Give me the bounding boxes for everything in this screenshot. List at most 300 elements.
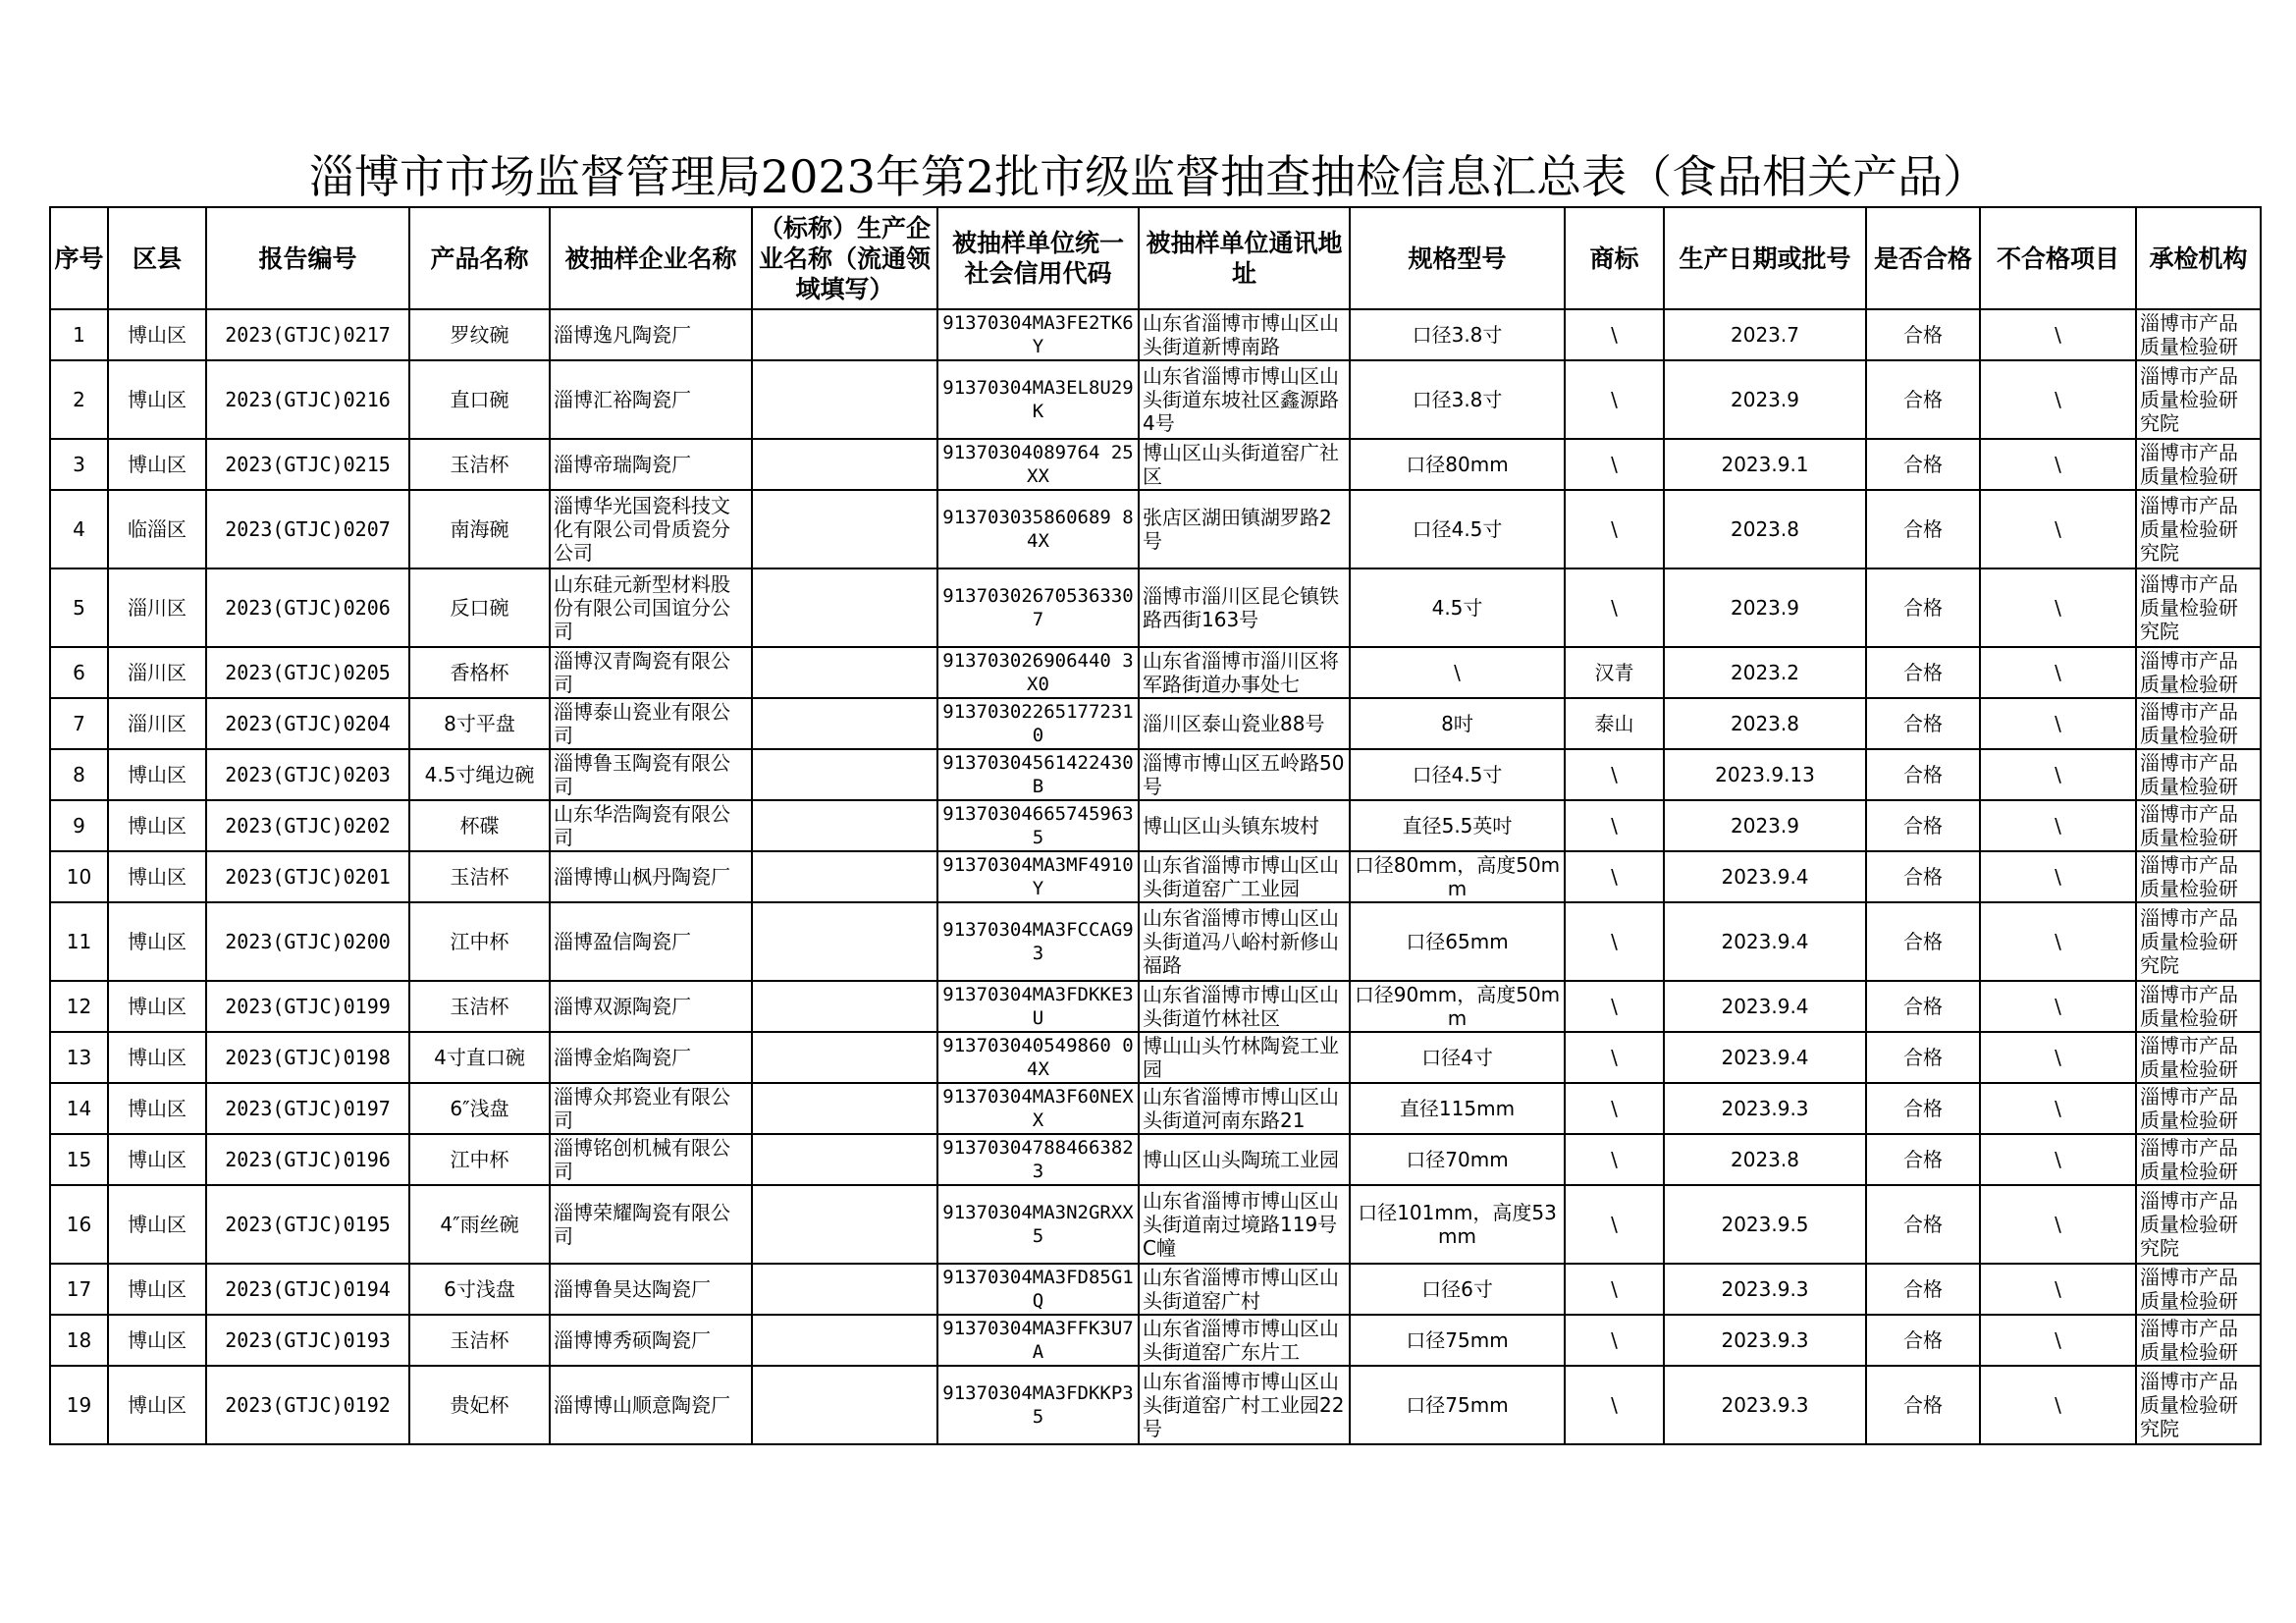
cell-credit-code-text: 91370304MA3EL8U29K xyxy=(942,377,1134,422)
cell-county: 博山区 xyxy=(108,1264,206,1315)
cell-sampled-enterprise xyxy=(550,851,752,902)
cell-spec xyxy=(1350,1185,1565,1264)
cell-trademark: \ xyxy=(1565,360,1664,439)
cell-credit-code-text: 91370304MA3FFK3U7A xyxy=(942,1318,1134,1363)
cell-seq: 14 xyxy=(50,1083,108,1134)
cell-sampled-enterprise xyxy=(550,1315,752,1366)
cell-spec xyxy=(1350,981,1565,1032)
cell-address-text: 山东省淄博市淄川区将军路街道办事处七 xyxy=(1143,649,1339,696)
cell-institution xyxy=(2136,981,2261,1032)
cell-product: 玉洁杯 xyxy=(409,981,550,1032)
cell-credit-code xyxy=(937,309,1139,360)
cell-institution-text: 淄博市产品质量检验研 xyxy=(2140,441,2238,488)
cell-credit-code-text: 91370304MA3N2GRXX5 xyxy=(942,1202,1134,1247)
cell-trademark: \ xyxy=(1565,902,1664,981)
cell-spec xyxy=(1350,1366,1565,1444)
cell-credit-code-text: 91370304MA3FDKKE3U xyxy=(942,984,1134,1029)
cell-address xyxy=(1139,902,1350,981)
cell-institution xyxy=(2136,1134,2261,1185)
cell-failed-items: \ xyxy=(1980,439,2136,490)
cell-spec-text: 口径90mm，高度50mm xyxy=(1354,983,1561,1030)
cell-failed-items: \ xyxy=(1980,309,2136,360)
cell-failed-items: \ xyxy=(1980,1185,2136,1264)
cell-institution-text: 淄博市产品质量检验研 xyxy=(2140,649,2238,696)
cell-batch: 2023.9.4 xyxy=(1664,902,1866,981)
cell-seq: 16 xyxy=(50,1185,108,1264)
cell-batch: 2023.9.3 xyxy=(1664,1264,1866,1315)
cell-batch: 2023.9.3 xyxy=(1664,1366,1866,1444)
cell-credit-code-text: 91370304MA3FE2TK6Y xyxy=(942,312,1134,357)
cell-spec-text: 口径75mm xyxy=(1406,1328,1509,1352)
cell-credit-code-text: 91370304MA3FDKKP35 xyxy=(942,1382,1134,1428)
cell-producer xyxy=(752,647,937,698)
cell-batch: 2023.9.5 xyxy=(1664,1185,1866,1264)
cell-institution xyxy=(2136,309,2261,360)
header-qualified: 是否合格 xyxy=(1866,207,1980,309)
cell-trademark: \ xyxy=(1565,490,1664,568)
cell-sampled-enterprise-text: 淄博帝瑞陶瓷厂 xyxy=(554,453,691,476)
cell-institution xyxy=(2136,698,2261,749)
cell-seq: 9 xyxy=(50,800,108,851)
cell-qualified: 合格 xyxy=(1866,1366,1980,1444)
cell-institution-text: 淄博市产品质量检验研 xyxy=(2140,1085,2238,1132)
cell-address xyxy=(1139,800,1350,851)
cell-spec xyxy=(1350,1032,1565,1083)
cell-product: 8寸平盘 xyxy=(409,698,550,749)
header-spec: 规格型号 xyxy=(1350,207,1565,309)
cell-failed-items: \ xyxy=(1980,1315,2136,1366)
cell-spec xyxy=(1350,568,1565,647)
cell-county: 博山区 xyxy=(108,309,206,360)
cell-report-no: 2023(GTJC)0205 xyxy=(206,647,409,698)
cell-qualified: 合格 xyxy=(1866,1032,1980,1083)
cell-report-no: 2023(GTJC)0207 xyxy=(206,490,409,568)
cell-credit-code-text: 913703026906440 3X0 xyxy=(942,650,1134,695)
cell-qualified: 合格 xyxy=(1866,568,1980,647)
cell-spec-text: 口径70mm xyxy=(1406,1148,1509,1171)
cell-spec-text: 8吋 xyxy=(1441,712,1473,735)
cell-product: 贵妃杯 xyxy=(409,1366,550,1444)
cell-address xyxy=(1139,647,1350,698)
header-institution: 承检机构 xyxy=(2136,207,2261,309)
cell-address-text: 博山区山头陶琉工业园 xyxy=(1143,1148,1339,1171)
cell-credit-code xyxy=(937,851,1139,902)
table-row xyxy=(50,309,2261,360)
cell-credit-code xyxy=(937,749,1139,800)
cell-sampled-enterprise xyxy=(550,1032,752,1083)
cell-seq: 5 xyxy=(50,568,108,647)
cell-producer xyxy=(752,1083,937,1134)
header-failed-items: 不合格项目 xyxy=(1980,207,2136,309)
cell-product: 江中杯 xyxy=(409,1134,550,1185)
cell-spec-text: \ xyxy=(1454,661,1461,684)
cell-institution-text: 淄博市产品质量检验研 xyxy=(2140,1034,2238,1081)
cell-spec xyxy=(1350,1315,1565,1366)
cell-product: 6寸浅盘 xyxy=(409,1264,550,1315)
cell-seq: 2 xyxy=(50,360,108,439)
cell-seq: 8 xyxy=(50,749,108,800)
inspection-table xyxy=(49,206,2262,1445)
cell-trademark: \ xyxy=(1565,1366,1664,1444)
cell-credit-code-text: 91370304089764 25XX xyxy=(942,442,1134,487)
cell-trademark: \ xyxy=(1565,1083,1664,1134)
cell-seq: 10 xyxy=(50,851,108,902)
cell-county: 博山区 xyxy=(108,981,206,1032)
cell-institution xyxy=(2136,360,2261,439)
table-row xyxy=(50,749,2261,800)
cell-batch: 2023.8 xyxy=(1664,698,1866,749)
cell-qualified: 合格 xyxy=(1866,1264,1980,1315)
cell-spec xyxy=(1350,902,1565,981)
cell-county: 博山区 xyxy=(108,749,206,800)
cell-county: 博山区 xyxy=(108,1134,206,1185)
cell-credit-code-text: 913703026705363307 xyxy=(942,585,1134,630)
cell-spec-text: 直径115mm xyxy=(1399,1097,1516,1120)
cell-county: 淄川区 xyxy=(108,647,206,698)
cell-address-text: 淄川区泰山瓷业88号 xyxy=(1143,712,1325,735)
cell-spec-text: 口径4寸 xyxy=(1421,1046,1493,1069)
cell-sampled-enterprise-text: 淄博汉青陶瓷有限公司 xyxy=(554,649,730,696)
cell-address-text: 山东省淄博市博山区山头街道窑广东片工 xyxy=(1143,1317,1339,1364)
cell-credit-code-text: 913703022651772310 xyxy=(942,701,1134,746)
cell-sampled-enterprise-text: 淄博博山顺意陶瓷厂 xyxy=(554,1393,730,1417)
cell-address-text: 山东省淄博市博山区山头街道窑广村 xyxy=(1143,1266,1339,1313)
cell-sampled-enterprise xyxy=(550,490,752,568)
cell-county: 淄川区 xyxy=(108,698,206,749)
cell-spec-text: 口径4.5寸 xyxy=(1412,517,1503,541)
cell-sampled-enterprise xyxy=(550,1264,752,1315)
cell-address-text: 淄博市淄川区昆仑镇铁路西街163号 xyxy=(1143,584,1339,631)
cell-spec xyxy=(1350,360,1565,439)
cell-institution-text: 淄博市产品质量检验研究院 xyxy=(2140,1370,2238,1440)
table-row xyxy=(50,1032,2261,1083)
cell-batch: 2023.7 xyxy=(1664,309,1866,360)
cell-producer xyxy=(752,1315,937,1366)
cell-batch: 2023.9 xyxy=(1664,568,1866,647)
cell-qualified: 合格 xyxy=(1866,360,1980,439)
cell-producer xyxy=(752,1264,937,1315)
cell-institution xyxy=(2136,851,2261,902)
cell-trademark: \ xyxy=(1565,800,1664,851)
table-row xyxy=(50,1083,2261,1134)
page-title: 淄博市市场监督管理局2023年第2批市级监督抽查抽检信息汇总表（食品相关产品） xyxy=(308,150,1989,203)
cell-seq: 7 xyxy=(50,698,108,749)
cell-batch: 2023.9 xyxy=(1664,360,1866,439)
header-producer: （标称）生产企业名称（流通领域填写） xyxy=(752,207,937,309)
cell-trademark: \ xyxy=(1565,568,1664,647)
table-row xyxy=(50,360,2261,439)
cell-credit-code-text: 91370304MA3FCCAG93 xyxy=(942,919,1134,964)
cell-product: 罗纹碗 xyxy=(409,309,550,360)
cell-address xyxy=(1139,360,1350,439)
cell-trademark: 汉青 xyxy=(1565,647,1664,698)
cell-qualified: 合格 xyxy=(1866,1134,1980,1185)
cell-credit-code-text: 913703046657459635 xyxy=(942,803,1134,848)
table-row xyxy=(50,1366,2261,1444)
cell-county: 临淄区 xyxy=(108,490,206,568)
cell-address xyxy=(1139,1134,1350,1185)
cell-qualified: 合格 xyxy=(1866,698,1980,749)
cell-producer xyxy=(752,749,937,800)
cell-credit-code xyxy=(937,360,1139,439)
cell-qualified: 合格 xyxy=(1866,1083,1980,1134)
cell-producer xyxy=(752,698,937,749)
cell-seq: 13 xyxy=(50,1032,108,1083)
cell-product: 玉洁杯 xyxy=(409,1315,550,1366)
cell-credit-code xyxy=(937,439,1139,490)
cell-qualified: 合格 xyxy=(1866,1185,1980,1264)
cell-report-no: 2023(GTJC)0194 xyxy=(206,1264,409,1315)
cell-producer xyxy=(752,1134,937,1185)
cell-county: 博山区 xyxy=(108,800,206,851)
cell-institution-text: 淄博市产品质量检验研究院 xyxy=(2140,906,2238,977)
cell-report-no: 2023(GTJC)0215 xyxy=(206,439,409,490)
cell-institution xyxy=(2136,1264,2261,1315)
cell-credit-code xyxy=(937,1264,1139,1315)
cell-failed-items: \ xyxy=(1980,490,2136,568)
cell-institution-text: 淄博市产品质量检验研 xyxy=(2140,311,2238,358)
header-seq: 序号 xyxy=(50,207,108,309)
cell-credit-code xyxy=(937,647,1139,698)
cell-batch: 2023.2 xyxy=(1664,647,1866,698)
cell-credit-code xyxy=(937,1083,1139,1134)
cell-address xyxy=(1139,1264,1350,1315)
cell-sampled-enterprise xyxy=(550,1185,752,1264)
cell-spec-text: 口径6寸 xyxy=(1421,1277,1493,1301)
cell-credit-code-text: 913703047884663823 xyxy=(942,1137,1134,1182)
header-trademark: 商标 xyxy=(1565,207,1664,309)
cell-qualified: 合格 xyxy=(1866,309,1980,360)
cell-address xyxy=(1139,1366,1350,1444)
cell-producer xyxy=(752,490,937,568)
cell-institution-text: 淄博市产品质量检验研 xyxy=(2140,1317,2238,1364)
table-row xyxy=(50,1315,2261,1366)
cell-county: 博山区 xyxy=(108,1315,206,1366)
cell-spec-text: 直径5.5英吋 xyxy=(1402,814,1513,838)
cell-spec-text: 口径3.8寸 xyxy=(1412,388,1503,411)
cell-product: 玉洁杯 xyxy=(409,439,550,490)
header-sampled-enterprise: 被抽样企业名称 xyxy=(550,207,752,309)
cell-batch: 2023.9.4 xyxy=(1664,981,1866,1032)
cell-seq: 11 xyxy=(50,902,108,981)
cell-address xyxy=(1139,749,1350,800)
cell-institution xyxy=(2136,902,2261,981)
cell-trademark: \ xyxy=(1565,309,1664,360)
cell-address xyxy=(1139,981,1350,1032)
cell-address-text: 张店区湖田镇湖罗路2号 xyxy=(1143,506,1332,553)
cell-spec xyxy=(1350,1264,1565,1315)
cell-trademark: \ xyxy=(1565,1315,1664,1366)
cell-address xyxy=(1139,568,1350,647)
cell-spec-text: 口径75mm xyxy=(1406,1393,1509,1417)
cell-spec xyxy=(1350,439,1565,490)
cell-address-text: 博山区山头镇东坡村 xyxy=(1143,814,1319,838)
cell-sampled-enterprise xyxy=(550,981,752,1032)
cell-credit-code xyxy=(937,902,1139,981)
table-row xyxy=(50,851,2261,902)
cell-sampled-enterprise xyxy=(550,647,752,698)
cell-producer xyxy=(752,309,937,360)
cell-address-text: 山东省淄博市博山区山头街道窑广村工业园22号 xyxy=(1143,1370,1345,1440)
table-row xyxy=(50,490,2261,568)
cell-spec xyxy=(1350,309,1565,360)
cell-spec xyxy=(1350,749,1565,800)
cell-report-no: 2023(GTJC)0196 xyxy=(206,1134,409,1185)
cell-address-text: 山东省淄博市博山区山头街道新博南路 xyxy=(1143,311,1339,358)
cell-report-no: 2023(GTJC)0200 xyxy=(206,902,409,981)
cell-failed-items: \ xyxy=(1980,749,2136,800)
cell-address-text: 山东省淄博市博山区山头街道窑广工业园 xyxy=(1143,853,1339,900)
cell-credit-code xyxy=(937,1032,1139,1083)
cell-spec xyxy=(1350,647,1565,698)
header-batch: 生产日期或批号 xyxy=(1664,207,1866,309)
table-row xyxy=(50,647,2261,698)
cell-institution-text: 淄博市产品质量检验研究院 xyxy=(2140,1189,2238,1260)
cell-sampled-enterprise xyxy=(550,309,752,360)
cell-county: 博山区 xyxy=(108,902,206,981)
cell-institution-text: 淄博市产品质量检验研 xyxy=(2140,751,2238,798)
table-row xyxy=(50,439,2261,490)
cell-trademark: \ xyxy=(1565,981,1664,1032)
cell-institution-text: 淄博市产品质量检验研 xyxy=(2140,853,2238,900)
cell-address xyxy=(1139,1185,1350,1264)
cell-failed-items: \ xyxy=(1980,698,2136,749)
cell-sampled-enterprise xyxy=(550,360,752,439)
cell-institution xyxy=(2136,1083,2261,1134)
cell-qualified: 合格 xyxy=(1866,439,1980,490)
cell-report-no: 2023(GTJC)0195 xyxy=(206,1185,409,1264)
cell-batch: 2023.8 xyxy=(1664,1134,1866,1185)
cell-product: 4″雨丝碗 xyxy=(409,1185,550,1264)
cell-batch: 2023.9.1 xyxy=(1664,439,1866,490)
cell-address xyxy=(1139,1083,1350,1134)
cell-sampled-enterprise-text: 淄博鲁昊达陶瓷厂 xyxy=(554,1277,711,1301)
cell-sampled-enterprise xyxy=(550,1083,752,1134)
cell-failed-items: \ xyxy=(1980,851,2136,902)
cell-credit-code xyxy=(937,568,1139,647)
cell-failed-items: \ xyxy=(1980,1083,2136,1134)
cell-spec-text: 口径65mm xyxy=(1406,930,1509,953)
cell-credit-code xyxy=(937,1134,1139,1185)
cell-product: 江中杯 xyxy=(409,902,550,981)
cell-product: 杯碟 xyxy=(409,800,550,851)
cell-trademark: \ xyxy=(1565,439,1664,490)
cell-failed-items: \ xyxy=(1980,1264,2136,1315)
cell-failed-items: \ xyxy=(1980,1366,2136,1444)
cell-institution-text: 淄博市产品质量检验研究院 xyxy=(2140,494,2238,565)
cell-producer xyxy=(752,360,937,439)
cell-sampled-enterprise-text: 山东华浩陶瓷有限公司 xyxy=(554,802,730,849)
cell-credit-code-text: 91370304561422430B xyxy=(942,752,1134,797)
cell-batch: 2023.8 xyxy=(1664,490,1866,568)
cell-sampled-enterprise-text: 淄博金焰陶瓷厂 xyxy=(554,1046,691,1069)
cell-sampled-enterprise xyxy=(550,902,752,981)
cell-address xyxy=(1139,309,1350,360)
cell-qualified: 合格 xyxy=(1866,647,1980,698)
cell-failed-items: \ xyxy=(1980,1134,2136,1185)
cell-address-text: 山东省淄博市博山区山头街道河南东路21 xyxy=(1143,1085,1339,1132)
cell-sampled-enterprise-text: 淄博博山枫丹陶瓷厂 xyxy=(554,865,730,889)
cell-sampled-enterprise-text: 淄博逸凡陶瓷厂 xyxy=(554,323,691,347)
cell-credit-code xyxy=(937,1315,1139,1366)
cell-county: 淄川区 xyxy=(108,568,206,647)
cell-qualified: 合格 xyxy=(1866,749,1980,800)
cell-institution xyxy=(2136,1315,2261,1366)
cell-producer xyxy=(752,981,937,1032)
cell-county: 博山区 xyxy=(108,851,206,902)
cell-trademark: \ xyxy=(1565,1134,1664,1185)
cell-batch: 2023.9.13 xyxy=(1664,749,1866,800)
cell-spec-text: 口径80mm，高度50mm xyxy=(1354,853,1561,900)
cell-trademark: \ xyxy=(1565,851,1664,902)
cell-report-no: 2023(GTJC)0202 xyxy=(206,800,409,851)
cell-seq: 4 xyxy=(50,490,108,568)
cell-qualified: 合格 xyxy=(1866,902,1980,981)
table-row xyxy=(50,698,2261,749)
cell-institution-text: 淄博市产品质量检验研 xyxy=(2140,983,2238,1030)
cell-credit-code xyxy=(937,490,1139,568)
cell-sampled-enterprise xyxy=(550,800,752,851)
cell-report-no: 2023(GTJC)0204 xyxy=(206,698,409,749)
cell-report-no: 2023(GTJC)0197 xyxy=(206,1083,409,1134)
cell-institution xyxy=(2136,490,2261,568)
cell-report-no: 2023(GTJC)0198 xyxy=(206,1032,409,1083)
cell-batch: 2023.9 xyxy=(1664,800,1866,851)
cell-address-text: 山东省淄博市博山区山头街道南过境路119号C幢 xyxy=(1143,1189,1339,1260)
cell-sampled-enterprise-text: 淄博华光国瓷科技文化有限公司骨质瓷分公司 xyxy=(554,494,730,565)
cell-qualified: 合格 xyxy=(1866,490,1980,568)
header-county: 区县 xyxy=(108,207,206,309)
cell-seq: 19 xyxy=(50,1366,108,1444)
cell-report-no: 2023(GTJC)0193 xyxy=(206,1315,409,1366)
cell-address xyxy=(1139,851,1350,902)
cell-failed-items: \ xyxy=(1980,800,2136,851)
cell-address-text: 山东省淄博市博山区山头街道东坡社区鑫源路4号 xyxy=(1143,364,1339,435)
cell-report-no: 2023(GTJC)0217 xyxy=(206,309,409,360)
cell-producer xyxy=(752,851,937,902)
header-credit-code: 被抽样单位统一社会信用代码 xyxy=(937,207,1139,309)
cell-institution-text: 淄博市产品质量检验研 xyxy=(2140,1136,2238,1183)
cell-product: 南海碗 xyxy=(409,490,550,568)
cell-seq: 17 xyxy=(50,1264,108,1315)
cell-producer xyxy=(752,1185,937,1264)
header-address: 被抽样单位通讯地址 xyxy=(1139,207,1350,309)
cell-producer xyxy=(752,1366,937,1444)
cell-address-text: 山东省淄博市博山区山头街道竹林社区 xyxy=(1143,983,1339,1030)
cell-product: 6″浅盘 xyxy=(409,1083,550,1134)
table-row xyxy=(50,902,2261,981)
cell-county: 博山区 xyxy=(108,1185,206,1264)
cell-batch: 2023.9.4 xyxy=(1664,1032,1866,1083)
cell-spec xyxy=(1350,1134,1565,1185)
cell-trademark: \ xyxy=(1565,1032,1664,1083)
cell-trademark: 泰山 xyxy=(1565,698,1664,749)
cell-spec xyxy=(1350,490,1565,568)
cell-address-text: 博山区山头街道窑广社区 xyxy=(1143,441,1339,488)
cell-sampled-enterprise xyxy=(550,1366,752,1444)
cell-credit-code xyxy=(937,1185,1139,1264)
cell-batch: 2023.9.3 xyxy=(1664,1083,1866,1134)
cell-sampled-enterprise-text: 淄博泰山瓷业有限公司 xyxy=(554,700,730,747)
cell-credit-code-text: 91370304MA3F60NEXX xyxy=(942,1086,1134,1131)
header-product: 产品名称 xyxy=(409,207,550,309)
cell-institution xyxy=(2136,1366,2261,1444)
cell-institution xyxy=(2136,647,2261,698)
cell-trademark: \ xyxy=(1565,1264,1664,1315)
cell-address-text: 淄博市博山区五岭路50号 xyxy=(1143,751,1345,798)
table-row xyxy=(50,1185,2261,1264)
cell-institution xyxy=(2136,568,2261,647)
